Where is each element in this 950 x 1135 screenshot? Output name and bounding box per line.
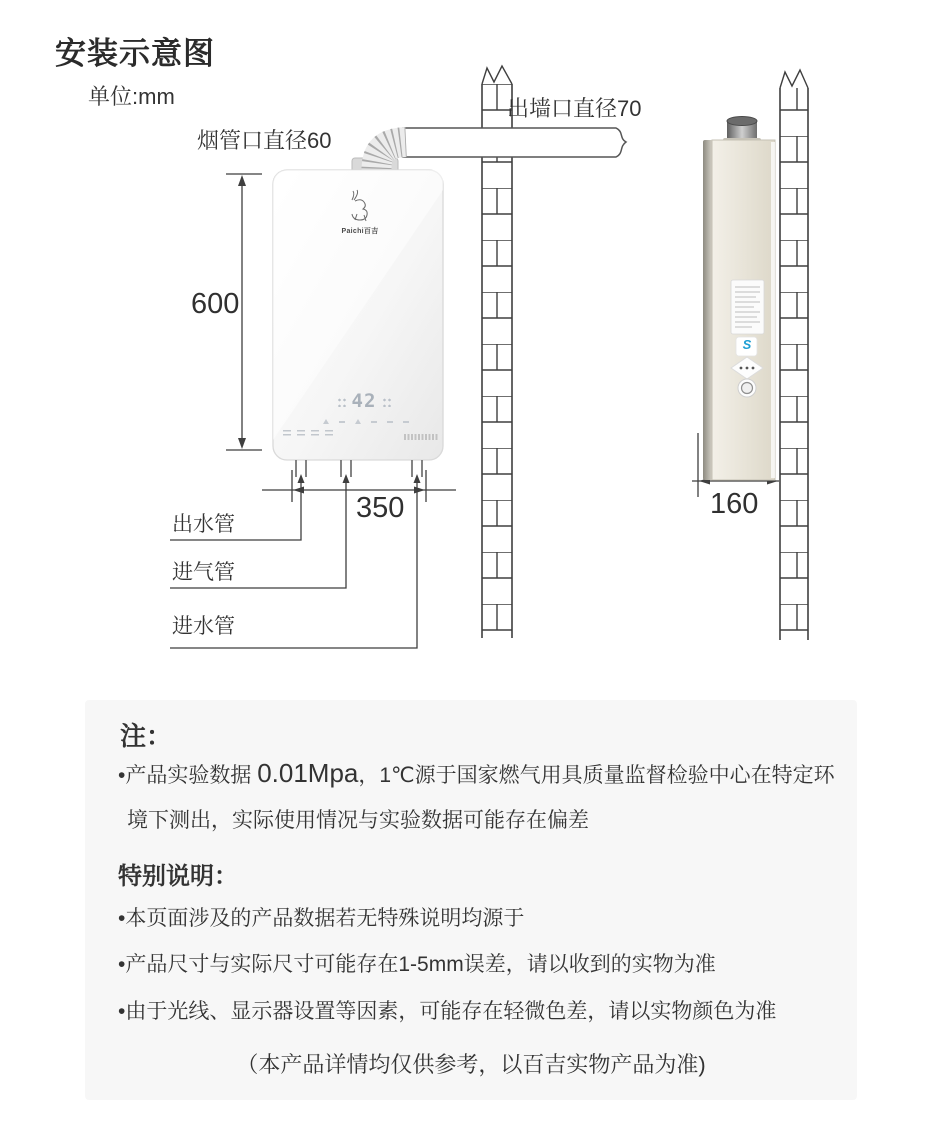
special-notes-title: 特别说明： bbox=[118, 863, 238, 890]
notes-title: 注： bbox=[120, 721, 173, 751]
experiment-note-suffix: ，1℃源于国家燃气用具质量监督检验中心在特定环 bbox=[358, 764, 835, 787]
indicator-icon bbox=[283, 430, 291, 438]
indicator-icons bbox=[283, 430, 333, 438]
up-icon bbox=[355, 419, 361, 424]
display-dots-left bbox=[337, 396, 346, 407]
dim-width-value: 350 bbox=[356, 492, 405, 524]
experiment-note-prefix: •产品实验数据 bbox=[118, 764, 258, 787]
model-text-smudge bbox=[404, 434, 438, 440]
dim-height-value: 600 bbox=[191, 288, 240, 320]
side-logo-letter: S bbox=[742, 337, 752, 352]
side-wall-brick-column bbox=[780, 70, 808, 640]
page-title: 安装示意图 bbox=[55, 36, 215, 71]
unit-label: 单位:mm bbox=[88, 84, 175, 109]
display-dots-right bbox=[382, 396, 391, 407]
temperature-display bbox=[325, 390, 403, 412]
dim-depth-value: 160 bbox=[710, 488, 759, 520]
dash-icon bbox=[387, 421, 393, 423]
water-inlet-label: 进水管 bbox=[172, 615, 235, 638]
flue-diameter-label: 烟管口直径60 bbox=[197, 128, 332, 153]
wall-outlet-diameter-label: 出墙口直径70 bbox=[507, 96, 642, 121]
side-heater bbox=[703, 117, 775, 481]
dash-icon bbox=[339, 421, 345, 423]
special-note-item: •由于光线、显示器设置等因素，可能存在轻微色差，请以实物颜色为准 bbox=[118, 1000, 777, 1023]
dash-icon bbox=[403, 421, 409, 423]
disclaimer-footer: （本产品详情均仅供参考，以百吉实物产品为准) bbox=[236, 1052, 706, 1077]
special-note-item: •产品尺寸与实际尺寸可能存在1-5mm误差，请以收到的实物为准 bbox=[118, 953, 716, 976]
exhaust-pipe bbox=[403, 128, 626, 157]
water-outlet-label: 出水管 bbox=[172, 513, 235, 536]
up-icon bbox=[323, 419, 329, 424]
experiment-note-value: 0.01Mpa bbox=[257, 758, 359, 788]
temperature-value: 42 bbox=[351, 390, 377, 412]
brand-text: Paichi百吉 bbox=[341, 228, 379, 235]
bottom-pipe-stubs bbox=[296, 460, 422, 477]
experiment-note-line2: 境下测出，实际使用情况与实验数据可能存在偏差 bbox=[127, 809, 589, 832]
notes-panel bbox=[85, 700, 857, 1100]
gas-inlet-label: 进气管 bbox=[172, 561, 235, 584]
special-note-item: •本页面涉及的产品数据若无特殊说明均源于 bbox=[118, 907, 525, 930]
experiment-note-line1 bbox=[118, 758, 835, 789]
indicator-icon bbox=[325, 430, 333, 438]
touch-controls-row bbox=[320, 419, 412, 424]
indicator-icon bbox=[311, 430, 319, 438]
dash-icon bbox=[371, 421, 377, 423]
indicator-icon bbox=[297, 430, 305, 438]
